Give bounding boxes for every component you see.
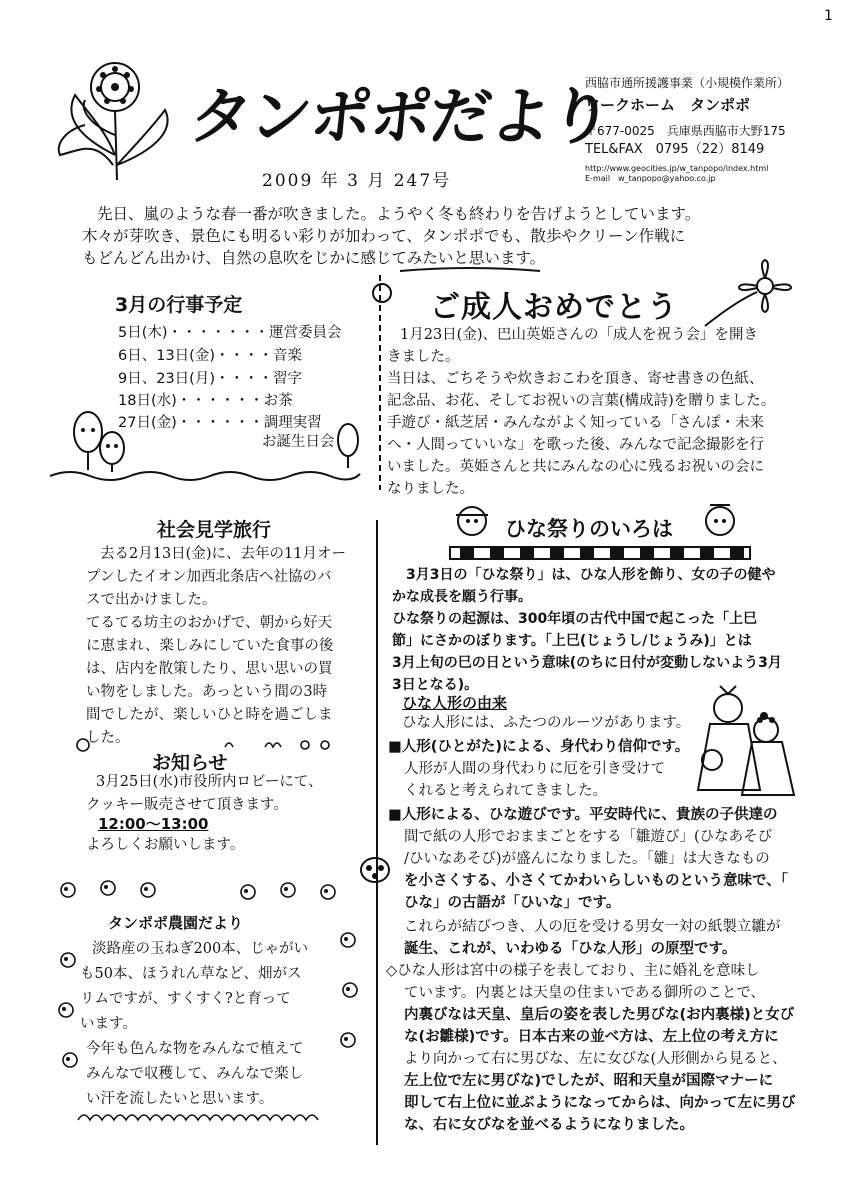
text-line: 節」にさかのぼります。「上巳(じょうし/じょうみ)」とは [392,633,752,649]
text-line: 3月25日(水)市役所内ロビーにて、 [96,774,323,790]
hina-origin-heading: ひな人形の由来 [402,694,508,712]
text-line: みんなで収穫して、みんなで楽し [86,1066,304,1082]
text-line: ひな」の古語が「ひいな」です。 [404,895,621,911]
text-line: ◇ひな人形は宮中の様子を表しており、主に婚礼を意味し [386,963,760,979]
text-line: へ・人間っていいな」を歌った後、みんなで記念撮影を行 [387,437,764,453]
masthead-title: タンポポだより [186,80,614,153]
intro-line: 先日、嵐のような春一番が吹きました。ようやく冬も終わりを告げようとしています。 [97,205,701,223]
text-line: 3月3日の「ひな祭り」は、ひな人形を飾り、女の子の健や [406,567,776,583]
org-line-1: 西脇市通所援護事業（小規模作業所） [585,76,790,90]
column-divider [376,520,378,1145]
text-line: ています。内裏とは天皇の住まいである御所のことで、 [404,985,766,1001]
text-line: これらが結びつき、人の厄を受ける男女一対の紙製立雛が [404,919,781,935]
text-line: 当日は、ごちそうや炊きおこわを頂き、寄せ書きの色紙、 [387,371,764,387]
text-line: よろしくお願いします。 [86,837,245,853]
flower-icon [705,262,815,332]
intro-line: 木々が芽吹き、景色にも明るい彩りが加わって、タンポポでも、散歩やクリーン作戦に [82,227,686,245]
text-line: した。 [86,730,130,746]
text-line: ■人形による、ひな遊びです。平安時代に、貴族の子供達の [388,807,778,823]
text-line: 去る2月13日(金)に、去年の11月オー [100,546,346,562]
text-line: 手遊び・紙芝居・みんながよく知っている「さんぽ・未来 [387,415,764,431]
schedule-item: 5日(木)・・・・・・・運営委員会 [118,325,342,341]
text-line: います。 [80,1016,137,1032]
text-line: /ひいなあそび)が盛んになりました。「雛」は大きなもの [404,851,770,867]
text-line: 1月23日(金)、巴山英姫さんの「成人を祝う会」を開き [400,327,758,343]
text-line: より向かって右に男びな、左に女びな(人形側から見ると、 [404,1051,787,1067]
text-line: 今年も色んな物をみんなで植えて [86,1041,304,1057]
text-line: な(お雛様)です。日本古来の並べ方は、左上位の考え方に [404,1029,779,1045]
text-line: 3月上旬の巳の日という意味(のちに日付が変動しないよう3月 [392,655,782,671]
text-line: 人形が人間の身代わりに厄を引き受けて [404,761,665,777]
field-trip-heading: 社会見学旅行 [157,519,272,541]
schedule-characters-illustration [50,410,350,490]
text-line: 記念品、お花、そしてお祝いの言葉(構成詩)を贈りました。 [387,393,776,409]
url: http://www.geocities.jp/w_tanpopo/index.html [585,164,769,173]
text-line: リムですが、すくすく?と育って [80,991,291,1007]
text-line: 淡路産の玉ねぎ200本、じゃがい [92,941,309,957]
intro-line: もどんどん出かけ、自然の息吹をじかに感じてみたいと思います。 [82,249,546,267]
text-line: ひな祭りの起源は、300年頃の古代中国で起こった「上巳 [392,611,757,627]
text-line: ひな人形には、ふたつのルーツがあります。 [402,715,691,731]
address: 〒677-0025 兵庫県西脇市大野175 [585,124,786,138]
text-line: クッキー販売させて頂きます。 [86,797,288,813]
schedule-item: 27日(金)・・・・・・調理実習 [118,415,322,431]
text-line: 間で紙の人形でおままごとをする「雛遊び」(ひなあそび [404,829,773,845]
text-line: 3日となる)。 [392,677,479,693]
page-number: 1 [824,8,833,24]
issue-line: 2009 年 3 月 247号 [262,171,452,191]
schedule-heading: 3月の行事予定 [115,294,243,316]
email: E-mail w_tanpopo@yahoo.co.jp [585,174,716,183]
text-line: な、右に女びなを並べるようになりました。 [404,1117,694,1133]
notice-time: 12:00～13:00 [98,815,209,833]
schedule-item: 18日(水)・・・・・・お茶 [118,393,293,409]
coming-of-age-heading: ご成人おめでとう [430,290,678,325]
text-line: ■人形(ひとがた)による、身代わり信仰です。 [388,739,690,755]
text-line: も50本、ほうれん草など、畑がス [80,966,302,982]
hina-dolls-illustration [690,680,800,800]
text-line: 間でしたが、楽しいひと時を過ごしま [86,707,333,723]
text-line: かな成長を願う行事。 [392,589,532,605]
farm-heading: タンポポ農園だより [108,914,244,932]
text-line: なりました。 [387,481,474,497]
text-line: い物をしました。あっという間の3時 [86,684,328,700]
text-line: 誕生、これが、いわゆる「ひな人形」の原型です。 [404,941,737,957]
text-line: 即して右上位に並ぶようになってからは、向かって左に男び [404,1095,796,1111]
text-line: プンしたイオン加西北条店へ社協のバ [86,569,332,585]
text-line: スで出かけました。 [86,592,217,608]
text-line: きました。 [387,349,460,365]
schedule-item: 9日、23日(月)・・・・習字 [118,371,302,387]
dandelion-illustration [55,55,205,185]
text-line: に恵まれ、楽しみにしていた食事の後 [86,638,334,654]
tel-fax: TEL&FAX 0795（22）8149 [585,142,765,157]
text-line: 左上位で左に男びな)でしたが、昭和天皇が国際マナーに [404,1073,774,1089]
notice-heading: お知らせ [152,752,228,774]
text-line: いました。英姫さんと共にみんなの心に残るお祝いの会に [387,459,764,475]
org-line-2: ワークホーム タンポポ [585,96,751,114]
schedule-item: お誕生日会 [262,434,335,450]
text-line: を小さくする、小さくてかわいらしいものという意味で、「 [404,873,788,889]
schedule-item: 6日、13日(金)・・・・音楽 [118,348,302,364]
text-line: くれると考えられてきました。 [404,783,607,799]
text-line: は、店内を散策したり、思い思いの買 [86,661,333,677]
text-line: い汗を流したいと思います。 [86,1091,274,1107]
text-line: 内裏びなは天皇、皇后の姿を表した男びな(お内裏様)と女び [404,1007,795,1023]
hina-heading: ひな祭りのいろは [505,517,673,541]
text-line: てるてる坊主のおかげで、朝から好天 [86,615,333,631]
